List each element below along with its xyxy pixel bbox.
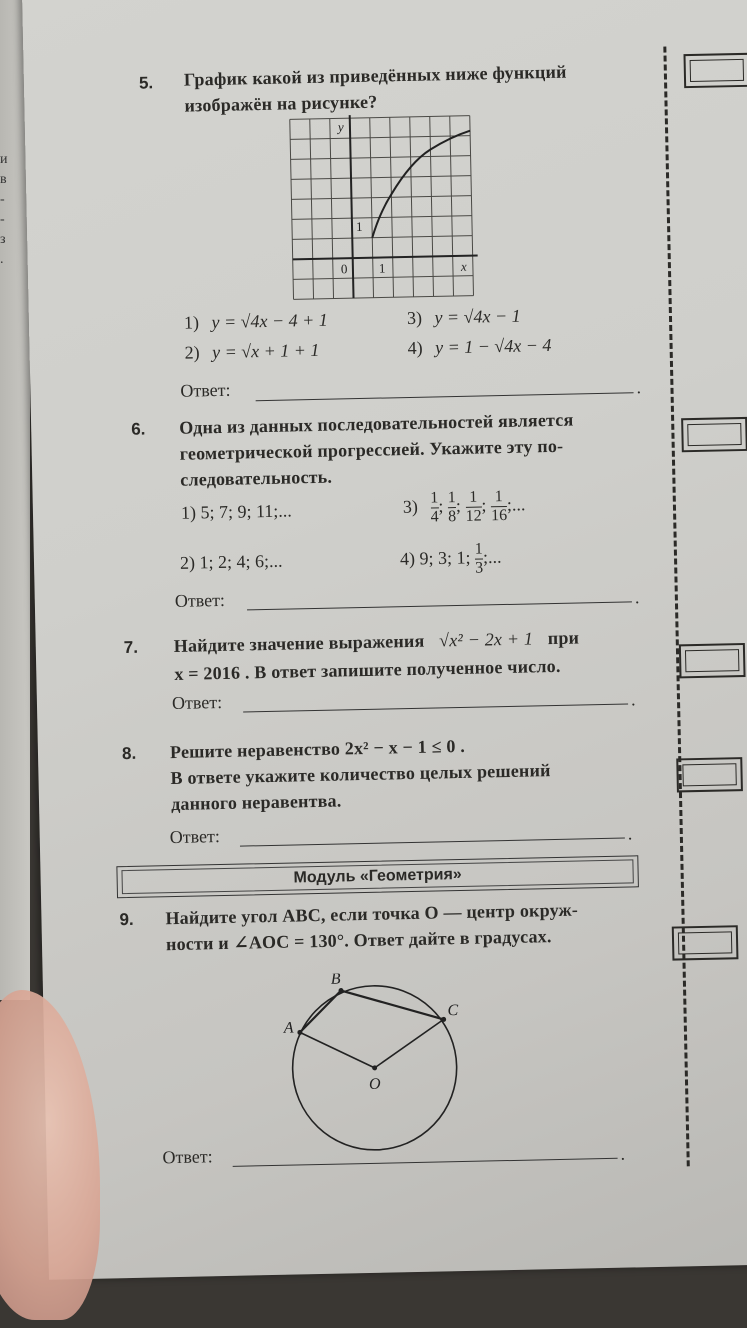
- graph-label-one-x: 1: [378, 260, 386, 276]
- label-a: A: [283, 1019, 294, 1037]
- radius-oa: [300, 1031, 375, 1070]
- q5-answer-label: Ответ:: [180, 379, 231, 401]
- question-8-text-line3: данного неравентва.: [170, 790, 342, 815]
- label-c: C: [447, 1002, 459, 1020]
- q6-answer-dot: .: [634, 587, 640, 608]
- question-5-number: 5.: [138, 73, 154, 93]
- question-7-text-line2: x = 2016 . В ответ запишите полученное число.: [174, 655, 561, 684]
- module-title: Модуль «Геометрия»: [121, 859, 633, 894]
- question-8-text-line2: В ответе укажите количество целых решений: [170, 760, 551, 789]
- cut-line: [663, 47, 689, 1167]
- radius-oc: [374, 1019, 445, 1067]
- question-6-text-line2: геометрической прогрессией. Укажите эту по-: [179, 435, 564, 464]
- label-b: B: [330, 970, 341, 988]
- q7-answer-label: Ответ:: [171, 691, 223, 714]
- graph-label-zero: 0: [340, 261, 348, 277]
- q7-answer-dot: .: [630, 689, 636, 710]
- q6-option-1: 1) 5; 7; 9; 11;...: [180, 500, 293, 523]
- question-6-text-line1: Одна из данных последовательностей является: [178, 409, 574, 438]
- chord-ab: [299, 991, 342, 1033]
- function-graph: [280, 110, 484, 304]
- worksheet-page: [22, 0, 747, 1280]
- question-7-number: 7.: [123, 637, 139, 658]
- q6-option-3: 3) $\frac{1}{4}$ ; $\frac{1}{8}$ ; $\frac{1}{12}$ ; $\frac{1}{16}$ ;...: [402, 488, 526, 526]
- question-9-text-line1: Найдите угол ABC, если точка O — центр окруж-: [165, 899, 579, 929]
- label-o: O: [368, 1075, 381, 1093]
- q5-answer-line[interactable]: [256, 392, 634, 401]
- q6-option-4: 4) 9; 3; 1; $\frac{1}{3}$ ;...: [399, 540, 502, 577]
- question-8-number: 8.: [121, 743, 137, 764]
- graph-label-y: y: [337, 119, 344, 135]
- fraction: $\frac{1}{8}$: [447, 489, 457, 526]
- answer-box-8[interactable]: [676, 757, 743, 792]
- graph-label-one-y: 1: [355, 218, 363, 235]
- answer-box-6[interactable]: [681, 417, 747, 452]
- previous-page-letters: и в - - з .: [0, 152, 8, 267]
- q5-option-2: 2) y = √x + 1 + 1: [184, 339, 320, 363]
- answer-box-9[interactable]: [672, 925, 739, 960]
- fraction: $\frac{1}{3}$: [474, 540, 484, 577]
- x-axis: [293, 256, 478, 260]
- function-curve: [370, 131, 472, 238]
- question-8-text-line1: Решите неравенство 2x² − x − 1 ≤ 0 .: [169, 735, 466, 763]
- answer-box-7[interactable]: [679, 643, 746, 678]
- question-6-text-line3: следовательность.: [180, 466, 333, 490]
- q6-answer-line[interactable]: [247, 601, 632, 610]
- y-axis: [350, 115, 354, 298]
- q5-answer-dot: .: [636, 377, 642, 398]
- q5-option-4: 4) y = 1 − √4x − 4: [407, 334, 552, 359]
- q7-expression: √x² − 2x + 1: [438, 628, 534, 651]
- q5-option-3: 3) y = √4x − 1: [406, 305, 521, 329]
- q8-answer-dot: .: [627, 823, 633, 844]
- fraction: $\frac{1}{16}$: [490, 488, 508, 525]
- graph-label-x: x: [460, 258, 467, 274]
- module-header: [116, 855, 639, 898]
- answer-box-5[interactable]: [683, 53, 747, 88]
- question-6-number: 6.: [131, 419, 146, 439]
- q9-answer-dot: .: [620, 1143, 626, 1164]
- q6-answer-label: Ответ:: [174, 589, 226, 611]
- q8-answer-line[interactable]: [240, 838, 625, 847]
- question-7-text-line1: Найдите значение выражения √x² − 2x + 1 при: [173, 627, 580, 656]
- fraction: $\frac{1}{4}$: [430, 489, 439, 526]
- q6-option-2: 2) 1; 2; 4; 6;...: [179, 550, 283, 573]
- q8-answer-label: Ответ:: [169, 826, 221, 848]
- question-5-text-line2: изображён на рисунке?: [184, 91, 378, 116]
- question-9-number: 9.: [119, 909, 134, 930]
- q7-answer-line[interactable]: [243, 703, 628, 712]
- circle-diagram: [273, 971, 477, 1165]
- question-9-text-line2: ности и ∠AOC = 130°. Ответ дайте в градусах.: [165, 926, 552, 955]
- fraction: $\frac{1}{12}$: [465, 488, 482, 525]
- q9-answer-label: Ответ:: [162, 1146, 213, 1168]
- question-5-text-line1: График какой из приведённых ниже функций: [183, 61, 567, 90]
- q5-option-1: 1) y = √4x − 4 + 1: [183, 309, 328, 333]
